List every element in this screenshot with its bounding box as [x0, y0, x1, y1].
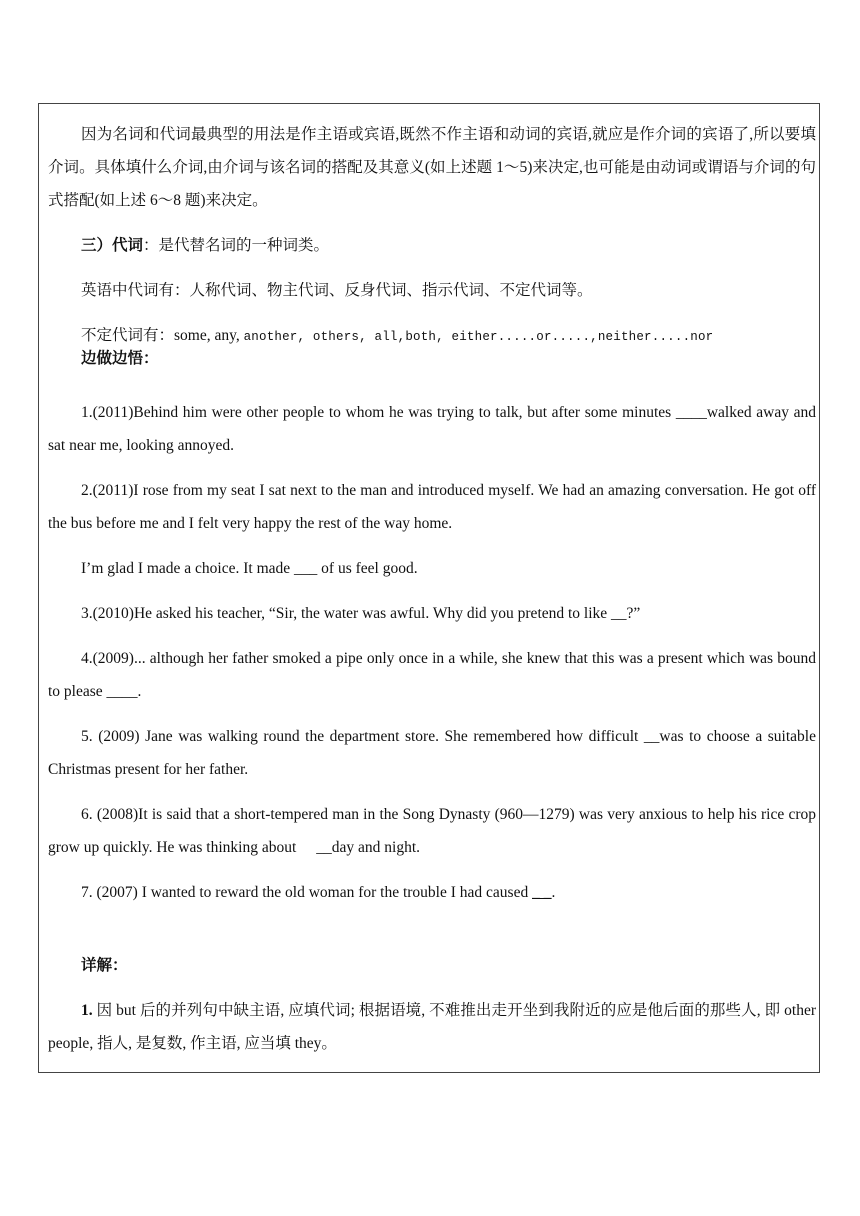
section3-text: ：是代替名词的一种词类。	[143, 237, 330, 254]
question-7	[48, 876, 816, 909]
question-2: 2.(2011)I rose from my seat I sat next to the man and introduced myself. We had an amazing conversation. He got off the bus before me and I felt very happy the rest of the way home.	[48, 482, 816, 532]
indefinite-prefix: 不定代词有：some, any,	[81, 327, 244, 344]
document-content	[48, 118, 816, 1060]
question-1-part-b: ____walked away and sat near me, looking annoyed.	[48, 404, 816, 454]
question-1	[48, 396, 816, 462]
intro-paragraph: 因为名词和代词最典型的用法是作主语或宾语,既然不作主语和动词的宾语,就应是作介词的宾语了,所以要填介词。具体填什么介词,由介词与该名词的搭配及其意义(如上述题 1～5)来决定,也可能是由动词或谓语与介词的句式搭配(如上述 6～8 题)来决定。	[48, 126, 816, 209]
question-1-part-a: 1.(2011)Behind him were other people to whom he was trying to talk, but after some minutes	[81, 404, 676, 421]
question-7-end: .	[551, 884, 556, 901]
question-7-text: 7. (2007) I wanted to reward the old woman for the trouble I had caused	[81, 884, 533, 901]
indefinite-list: another, others, all,both, either.....or.....,neither.....nor	[243, 330, 714, 344]
explanation-1-number: 1.	[81, 1002, 93, 1019]
question-6-part-a: 6. (2008)It is said that a short-tempered man in the Song Dynasty (960—1279) was very anxious to help his rice crop grow up quickly. He was thinking about	[48, 806, 816, 856]
explanation-1-text: 因 but 后的并列句中缺主语, 应填代词; 根据语境, 不难推出走开坐到我附近的应是他后面的那些人, 即 other people, 指人, 是复数, 作主语, 应当填 they。	[48, 1002, 816, 1052]
question-5: 5. (2009) Jane was walking round the department store. She remembered how difficult __was to choose a suitable Christmas present for her father.	[48, 728, 816, 778]
question-7-blank: _ _	[532, 884, 552, 901]
pronoun-types-line: 英语中代词有：人称代词、物主代词、反身代词、指示代词、不定代词等。	[81, 282, 593, 299]
explanation-1	[48, 994, 816, 1060]
section3-label: 三）代词	[81, 237, 144, 254]
section3-line	[48, 229, 816, 262]
indefinite-pronouns-line	[48, 325, 816, 348]
question-6-part-b: __day and night.	[316, 839, 420, 856]
practice-heading: 边做边悟：	[81, 350, 159, 367]
question-3: 3.(2010)He asked his teacher, “Sir, the water was awful. Why did you pretend to like __?”	[81, 605, 641, 622]
explanation-heading: 详解：	[81, 957, 128, 974]
content-frame	[38, 103, 820, 1073]
question-2-followup: I’m glad I made a choice. It made ___ of us feel good.	[81, 560, 418, 577]
question-6	[48, 798, 816, 864]
question-4: 4.(2009)... although her father smoked a pipe only once in a while, she knew that this was a present which was bound to please ____.	[48, 650, 816, 700]
